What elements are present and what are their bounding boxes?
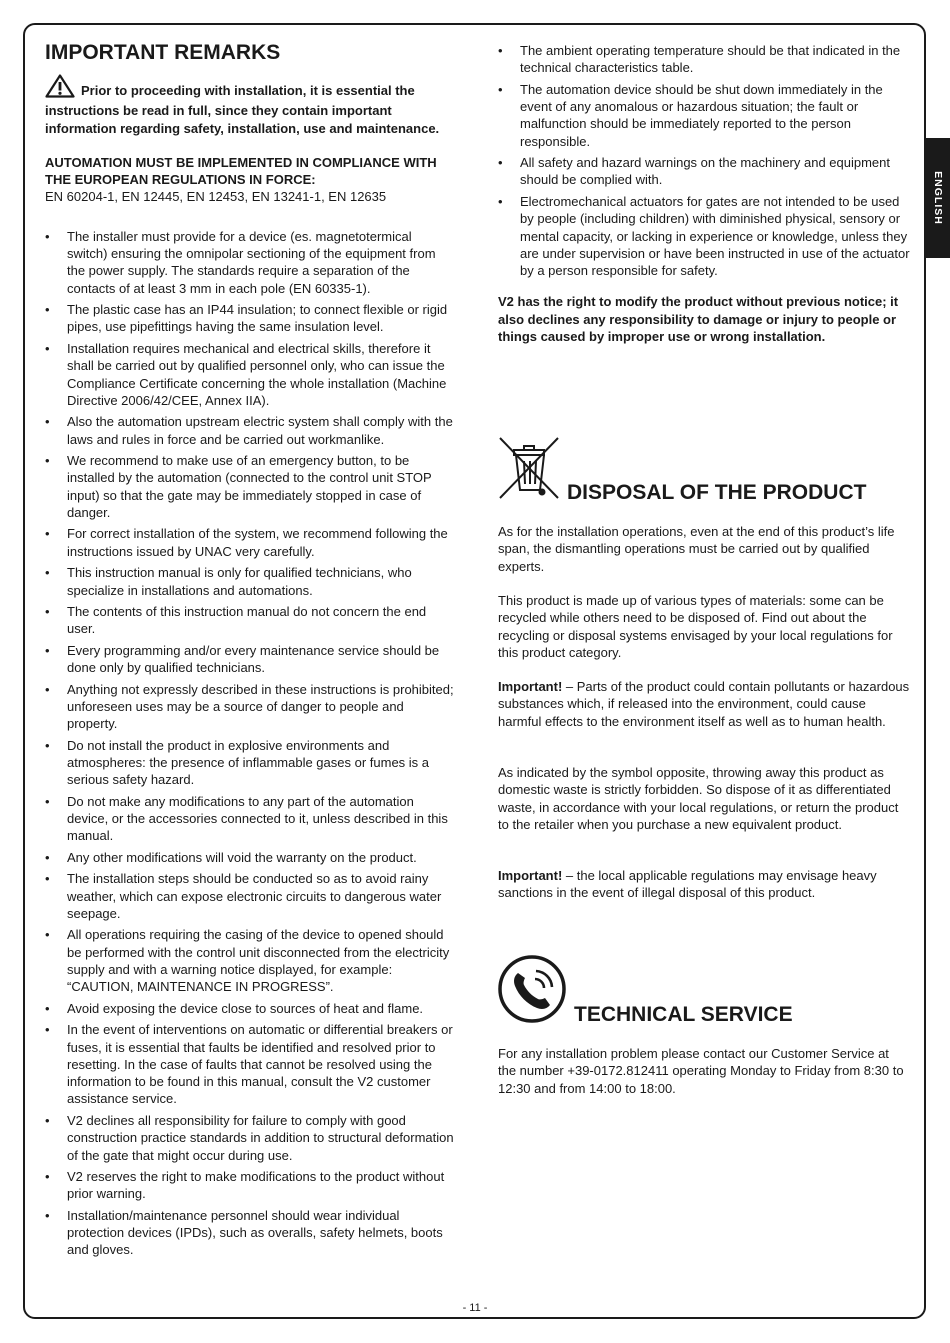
- language-tab-label: ENGLISH: [932, 171, 944, 225]
- list-item: • The ambient operating temperature should be that indicated in the technical characteristics table.: [498, 42, 910, 77]
- list-item: • For correct installation of the system, we recommend following the instructions issued by UNAC very carefully.: [45, 525, 455, 560]
- list-item: • We recommend to make use of an emergency button, to be installed by the automation (connected to the control unit STOP input) so that the gate may be immediately stopped in case of danger.: [45, 452, 455, 521]
- important-label: Important!: [498, 868, 563, 883]
- list-item: • Electromechanical actuators for gates are not intended to be used by people (including children) with diminished physical, sensory or mental capacity, or lacking in experience or knowledge, unless they are under supervision or have been instructed in use of the actuator by a person responsible for safety.: [498, 193, 910, 279]
- list-item: • Anything not expressly described in these instructions is prohibited; unforeseen uses may be a source of danger to people and property.: [45, 681, 455, 733]
- list-item: • Avoid exposing the device close to sources of heat and flame.: [45, 1000, 455, 1017]
- language-tab: [926, 138, 950, 258]
- list-item: • V2 reserves the right to make modifications to the product without prior warning.: [45, 1168, 455, 1203]
- technical-service-title: TECHNICAL SERVICE: [574, 1003, 793, 1026]
- list-item: • The automation device should be shut down immediately in the event of any anomalous or hazardous situation; the fault or malfunction should be immediately reported to the person responsible.: [498, 81, 910, 150]
- phone-call-icon: [497, 954, 569, 1026]
- important-label: Important!: [498, 679, 563, 694]
- list-item: • Any other modifications will void the warranty on the product.: [45, 849, 455, 866]
- warning-paragraph: [45, 74, 455, 137]
- disposal-paragraph-3: [498, 678, 910, 730]
- important-remarks-continued: [498, 42, 910, 345]
- right-bullet-list: [498, 42, 910, 279]
- compliance-norms: EN 60204-1, EN 12445, EN 12453, EN 13241-1, EN 12635: [45, 189, 387, 205]
- disposal-title: DISPOSAL OF THE PRODUCT: [567, 481, 867, 504]
- list-item: • In the event of interventions on automatic or differential breakers or fuses, it is essential that faults be identified and resolved prior to resetting. In the case of faults that cannot be resolved using the information to be found in this manual, consult the V2 customer assistance service.: [45, 1021, 455, 1107]
- important-remarks-section: [45, 40, 455, 1263]
- list-item: • Installation/maintenance personnel should wear individual protection devices (IPDs), such as overalls, safety helmets, boots and gloves.: [45, 1207, 455, 1259]
- disposal-paragraph-2: This product is made up of various types of materials: some can be recycled while others need to be disposed of. Find out about the recycling or disposal systems envisaged by your local regulations for this product category.: [498, 593, 893, 660]
- v2-disclaimer: V2 has the right to modify the product without previous notice; it also declines any responsibility to damage or injury to people or things caused by improper use or wrong installation.: [498, 294, 899, 345]
- disposal-paragraph-1: As for the installation operations, even at the end of this product’s life span, the dismantling operations must be carried out by qualified experts.: [498, 524, 895, 574]
- page-number: - 11 -: [462, 1302, 488, 1314]
- warning-text: Prior to proceeding with installation, it is essential the instructions be read in full, since they contain important information regarding safety, installation, use and maintenance.: [45, 83, 440, 136]
- list-item: • Do not install the product in explosive environments and atmospheres: the presence of inflammable gases or fumes is a serious safety hazard.: [45, 737, 455, 789]
- list-item: • The installer must provide for a device (es. magnetotermical switch) ensuring the omnipolar sectioning of the equipment from the power supply. The standards require a separation of the contacts of at least 3 mm in each pole (EN 60335-1).: [45, 228, 455, 297]
- list-item: • The contents of this instruction manual do not concern the end user.: [45, 603, 455, 638]
- list-item: • The installation steps should be conducted so as to avoid rainy weather, which can expose electronic circuits to dangerous water seepage.: [45, 870, 455, 922]
- warning-triangle-icon: [45, 74, 75, 102]
- list-item: • Do not make any modifications to any part of the automation device, or the accessories connected to it, unless described in this manual.: [45, 793, 455, 845]
- disposal-paragraph-3-text: – Parts of the product could contain pollutants or hazardous substances which, if released into the environment, could cause harmful effects to the environment itself as well as to human health.: [498, 679, 910, 729]
- crossed-out-wheelie-bin-icon: [498, 436, 562, 502]
- list-item: • The plastic case has an IP44 insulation; to connect flexible or rigid pipes, use pipefittings having the same insulation level.: [45, 301, 455, 336]
- important-remarks-title: IMPORTANT REMARKS: [45, 41, 281, 64]
- disposal-paragraph-4: As indicated by the symbol opposite, throwing away this product as domestic waste is strictly forbidden. So dispose of it as differentiated waste, in accordance with your local regulations, or return the product to the retailer when you purchase a new equivalent product.: [498, 765, 899, 832]
- list-item: • Every programming and/or every maintenance service should be done only by qualified technicians.: [45, 642, 455, 677]
- disposal-paragraph-5-text: – the local applicable regulations may envisage heavy sanctions in the event of illegal disposal of this product.: [498, 868, 877, 901]
- list-item: • Installation requires mechanical and electrical skills, therefore it shall be carried out by qualified personnel only, who can issue the Compliance Certificate concerning the whole installation (Machine Directive 2006/42/CEE, Annex IIA).: [45, 340, 455, 409]
- list-item: • V2 declines all responsibility for failure to comply with good construction practice standards in addition to structural deformation of the gate that might occur during use.: [45, 1112, 455, 1164]
- disposal-paragraph-5: [498, 867, 910, 902]
- technical-service-text: For any installation problem please contact our Customer Service at the number +39-0172.812411 operating Monday to Friday from 8:30 to 12:30 and from 14:00 to 18:00.: [498, 1046, 904, 1096]
- list-item: • Also the automation upstream electric system shall comply with the laws and rules in force and be carried out workmanlike.: [45, 413, 455, 448]
- left-bullet-list: [45, 228, 455, 1259]
- list-item: • All operations requiring the casing of the device to opened should be performed with the control unit disconnected from the electricity supply and with a warning notice displayed, for example: “CAUTION, MAINTENANCE IN PROGRESS”.: [45, 926, 455, 995]
- list-item: • All safety and hazard warnings on the machinery and equipment should be complied with.: [498, 154, 910, 189]
- list-item: • This instruction manual is only for qualified technicians, who specialize in installations and automations.: [45, 564, 455, 599]
- compliance-heading: AUTOMATION MUST BE IMPLEMENTED IN COMPLIANCE WITH THE EUROPEAN REGULATIONS IN FORCE:: [45, 154, 437, 188]
